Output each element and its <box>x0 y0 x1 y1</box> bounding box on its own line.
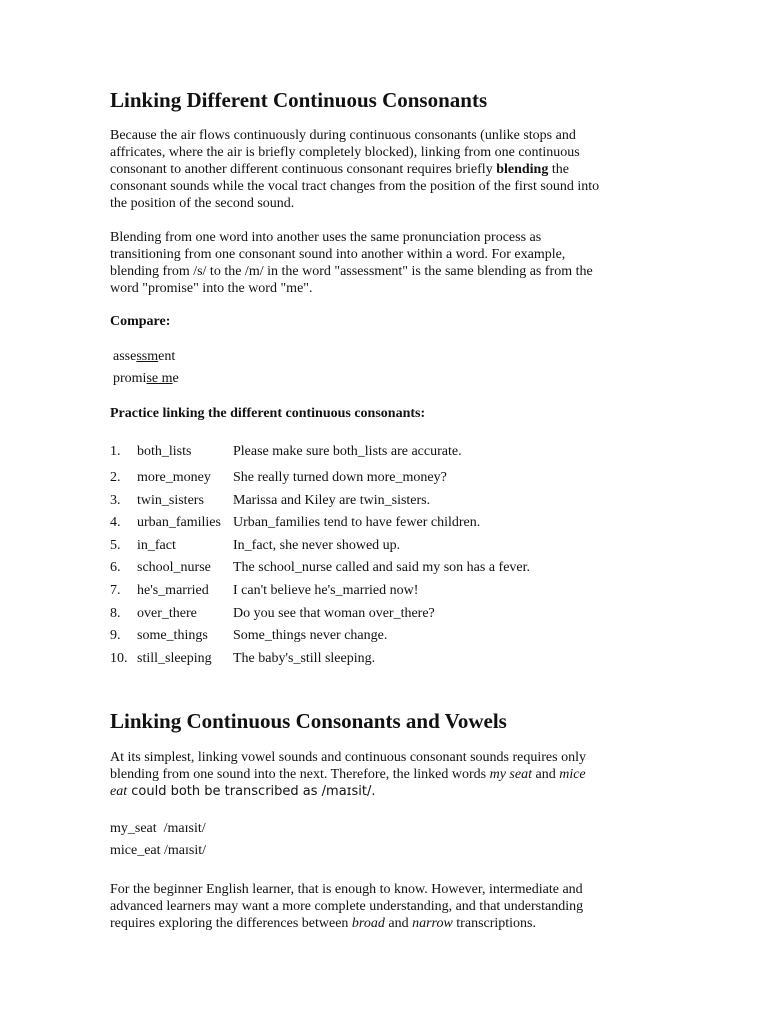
item-number: 8. <box>110 606 121 621</box>
paragraph-line: blending from /s/ to the /m/ in the word "assessment" is the same blending as from the <box>110 264 593 279</box>
linked-words: more_money <box>137 470 211 485</box>
paragraph-line <box>110 161 655 178</box>
example-sentence: Urban_families tend to have fewer children. <box>233 515 481 530</box>
linked-words: still_sleeping <box>137 651 212 666</box>
paragraph-line: At its simplest, linking vowel sounds and continuous consonant sounds requires only <box>110 750 586 765</box>
text-run: and <box>384 916 413 931</box>
paragraph-broad-narrow <box>110 881 655 932</box>
section-title-different-consonants: Linking Different Continuous Consonants <box>110 88 488 112</box>
example-sentence: She really turned down more_money? <box>233 470 447 485</box>
text-run: consonant to another different continuous consonant requires briefly <box>110 162 497 177</box>
section-title-consonants-vowels: Linking Continuous Consonants and Vowels <box>110 709 507 733</box>
example-sentence: The baby's_still sleeping. <box>233 651 376 666</box>
example-sentence: Do you see that woman over_there? <box>233 606 435 621</box>
example-mice-eat <box>110 843 206 859</box>
paragraph-line: Blending from one word into another uses the same pronunciation process as <box>110 230 542 245</box>
example-sentence: Please make sure both_lists are accurate. <box>233 444 462 459</box>
text-run: the <box>548 162 569 177</box>
example-sentence: Marissa and Kiley are twin_sisters. <box>233 493 431 508</box>
practice-label: Practice linking the different continuous consonants: <box>110 406 426 421</box>
item-number: 7. <box>110 583 121 598</box>
paragraph-line <box>110 766 655 783</box>
example-sentence: In_fact, she never showed up. <box>233 538 401 553</box>
item-number: 4. <box>110 515 121 530</box>
item-number: 6. <box>110 560 121 575</box>
paragraph-line: the position of the second sound. <box>110 196 295 211</box>
text-run: blending from one sound into the next. Therefore, the linked words <box>110 767 490 782</box>
underlined-blend: ssm <box>136 349 159 364</box>
paragraph-line: consonant sounds while the vocal tract changes from the position of the first sound into <box>110 179 600 194</box>
text-run: and <box>532 767 560 782</box>
italic-term: mice <box>559 767 586 782</box>
example-sentence: The school_nurse called and said my son has a fever. <box>233 560 531 575</box>
bold-term-blending: blending <box>496 162 549 177</box>
paragraph-line: affricates, where the air is briefly completely blocked), linking from one continuous <box>110 145 580 160</box>
paragraph-line: For the beginner English learner, that is enough to know. However, intermediate and <box>110 882 583 897</box>
linked-words: in_fact <box>137 538 176 553</box>
linked-words: he's_married <box>137 583 209 598</box>
linked-words: over_there <box>137 606 197 621</box>
text-run: asse <box>113 349 137 364</box>
paragraph-line: word "promise" into the word "me". <box>110 281 313 296</box>
paragraph-line: Because the air flows continuously during continuous consonants (unlike stops and <box>110 128 576 143</box>
item-number: 2. <box>110 470 121 485</box>
underlined-blend: se m <box>146 371 173 386</box>
linked-words: my_seat <box>110 821 157 836</box>
text-run: requires exploring the differences between <box>110 916 352 931</box>
compare-word-promise-me <box>113 371 179 387</box>
italic-term: broad <box>351 916 385 931</box>
item-number: 9. <box>110 628 121 643</box>
item-number: 5. <box>110 538 121 553</box>
italic-term: narrow <box>412 916 453 931</box>
italic-term: my seat <box>489 767 532 782</box>
text-run: promi <box>113 371 147 386</box>
linked-words: urban_families <box>137 515 221 530</box>
text-run: ent <box>158 349 176 364</box>
ipa-transcription: /maɪsit/ <box>164 843 207 858</box>
item-number: 1. <box>110 444 121 459</box>
paragraph-line <box>110 915 655 932</box>
paragraph-line <box>110 783 655 800</box>
compare-word-assessment <box>113 349 175 365</box>
text-run: e <box>172 371 179 386</box>
paragraph-vowel-linking <box>110 749 655 800</box>
paragraph-intro <box>110 127 655 212</box>
italic-term: eat <box>110 784 128 799</box>
item-number: 3. <box>110 493 121 508</box>
example-sentence: I can't believe he's_married now! <box>233 583 419 598</box>
paragraph-blending <box>110 229 655 297</box>
paragraph-line: advanced learners may want a more complete understanding, and that understanding <box>110 899 584 914</box>
linked-words: some_things <box>137 628 208 643</box>
linked-words: twin_sisters <box>137 493 204 508</box>
paragraph-line: transitioning from one consonant sound into another within a word. For example, <box>110 247 566 262</box>
linked-words: mice_eat <box>110 843 161 858</box>
ipa-transcription: /maɪsit/ <box>163 821 206 836</box>
example-my-seat <box>110 821 206 837</box>
compare-label: Compare: <box>110 314 171 329</box>
linked-words: school_nurse <box>137 560 211 575</box>
linked-words: both_lists <box>137 444 192 459</box>
text-run: transcriptions. <box>452 916 537 931</box>
item-number: 10. <box>110 651 128 666</box>
text-run: could both be transcribed as /maɪsit/. <box>127 784 376 799</box>
example-sentence: Some_things never change. <box>233 628 388 643</box>
